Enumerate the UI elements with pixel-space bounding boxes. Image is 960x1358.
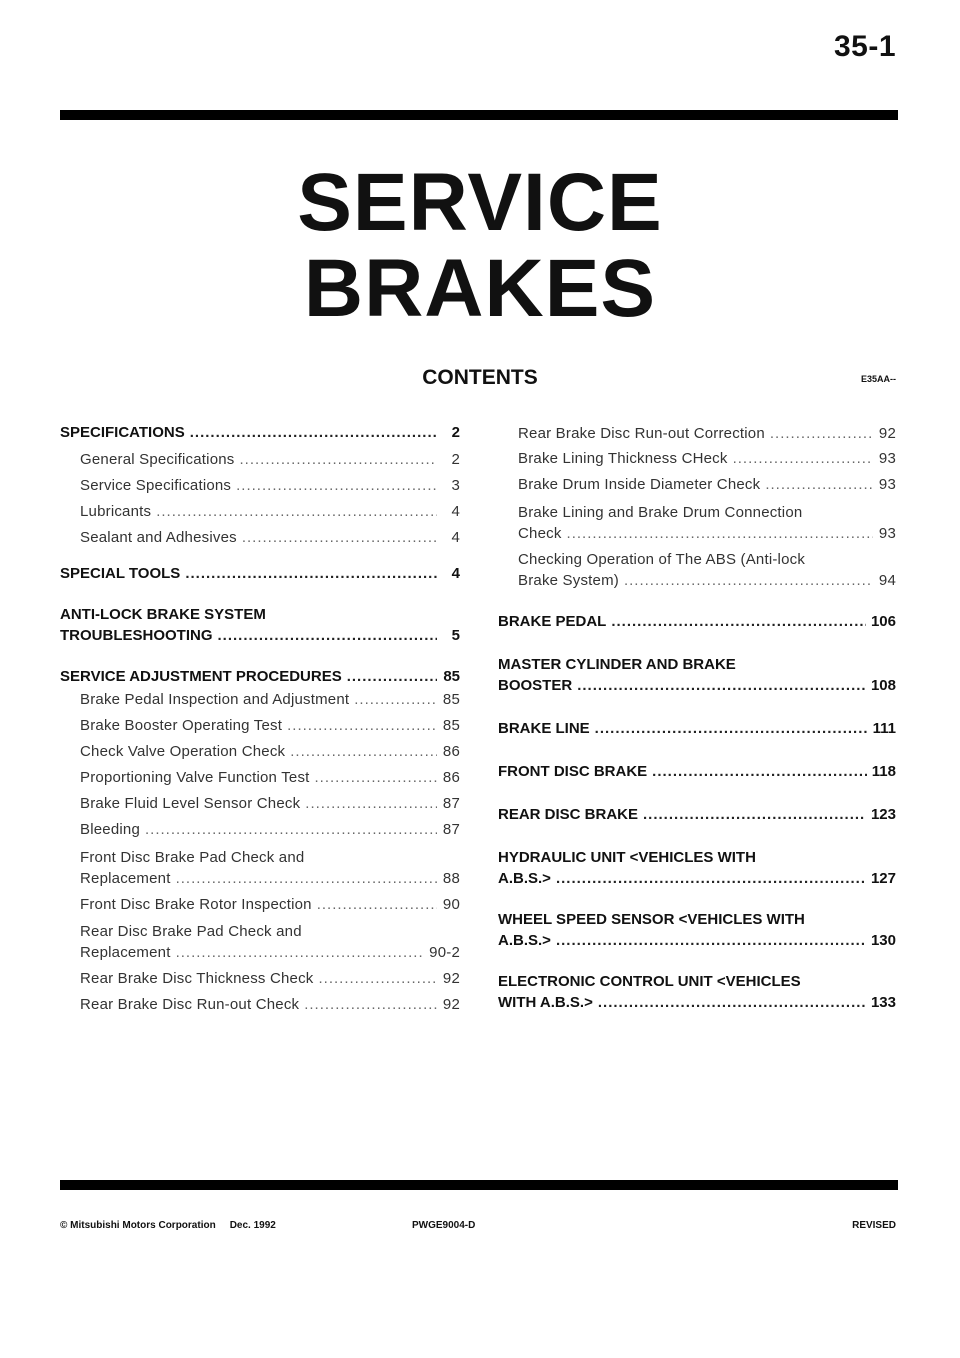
title-line-2: BRAKES (303, 243, 657, 334)
toc-entry[interactable]: WHEEL SPEED SENSOR <VEHICLES WITH A.B.S.> ..... 130 (498, 909, 896, 951)
toc-sub-entry[interactable]: Rear Brake Disc Run-out Check ..... 92 (60, 992, 460, 1018)
toc-entry[interactable]: FRONT DISC BRAKE ..... 118 (498, 761, 896, 782)
toc-right-column (498, 422, 896, 1013)
title-line-1: SERVICE (297, 157, 663, 248)
toc-entry[interactable]: HYDRAULIC UNIT <VEHICLES WITH A.B.S.> ..... 127 (498, 847, 896, 889)
toc-entry[interactable]: ANTI-LOCK BRAKE SYSTEM TROUBLESHOOTING ..... 5 (60, 604, 460, 646)
toc-entry[interactable]: SPECIFICATIONS ..... 2 (60, 422, 460, 443)
toc-sub-entry[interactable]: Proportioning Valve Function Test ..... 86 (60, 765, 460, 791)
toc-sub-entry[interactable]: Rear Brake Disc Thickness Check ..... 92 (60, 966, 460, 992)
contents-heading: CONTENTS (422, 366, 538, 389)
toc-entry[interactable]: BRAKE PEDAL ..... 106 (498, 611, 896, 632)
toc-sub-entry[interactable]: Rear Brake Disc Run-out Correction ..... 92 (498, 422, 896, 446)
page-title (0, 157, 960, 334)
toc-entry[interactable]: MASTER CYLINDER AND BRAKE BOOSTER ..... 108 (498, 654, 896, 696)
publication-date: Dec. 1992 (229, 1220, 276, 1231)
document-code: PWGE9004-D (412, 1220, 476, 1231)
toc-sub-entry[interactable]: Brake Drum Inside Diameter Check ..... 93 (498, 472, 896, 498)
toc-entry[interactable]: SPECIAL TOOLS ..... 4 (60, 563, 460, 584)
toc-sub-entry[interactable]: Checking Operation of The ABS (Anti-lock Brake System) ..... 94 (498, 549, 896, 591)
toc-sub-entry[interactable]: Rear Disc Brake Pad Check and Replacement ..... 90-2 (60, 921, 460, 963)
section-code: E35AA-- (860, 374, 896, 384)
toc-sub-entry[interactable]: Sealant and Adhesives ..... 4 (60, 525, 460, 551)
toc-entry[interactable]: ELECTRONIC CONTROL UNIT <VEHICLES WITH A.B.S.> ..... 133 (498, 971, 896, 1013)
toc-sub-entry[interactable]: Front Disc Brake Pad Check and Replacement ..... 88 (60, 847, 460, 889)
toc-entry[interactable]: SERVICE ADJUSTMENT PROCEDURES ..... 85 (60, 666, 460, 687)
toc-sub-entry[interactable]: Brake Booster Operating Test ..... 85 (60, 713, 460, 739)
toc-sub-entry[interactable]: General Specifications ..... 2 (60, 447, 460, 473)
toc-sub-entry[interactable]: Brake Lining and Brake Drum Connection Check ..... 93 (498, 502, 896, 544)
toc-sub-entry[interactable]: Brake Pedal Inspection and Adjustment ..... 85 (60, 687, 460, 713)
page-number: 35-1 (833, 30, 896, 63)
toc-sub-entry[interactable]: Lubricants ..... 4 (60, 499, 460, 525)
toc-sub-entry[interactable]: Check Valve Operation Check ..... 86 (60, 739, 460, 765)
footer-copyright (60, 1220, 276, 1231)
copyright-text: © Mitsubishi Motors Corporation (60, 1220, 216, 1231)
top-rule (60, 110, 898, 120)
toc-sub-entry[interactable]: Service Specifications ..... 3 (60, 473, 460, 499)
toc-sub-entry[interactable]: Bleeding ..... 87 (60, 817, 460, 843)
toc-sub-entry[interactable]: Brake Fluid Level Sensor Check ..... 87 (60, 791, 460, 817)
toc-entry[interactable]: REAR DISC BRAKE ..... 123 (498, 804, 896, 825)
bottom-rule (60, 1180, 898, 1190)
toc-entry[interactable]: BRAKE LINE ..... 111 (498, 718, 896, 739)
revision-status: REVISED (852, 1220, 896, 1231)
toc-sub-entry[interactable]: Brake Lining Thickness CHeck ..... 93 (498, 446, 896, 472)
toc-sub-entry[interactable]: Front Disc Brake Rotor Inspection ..... 90 (60, 892, 460, 918)
toc-left-column (60, 422, 460, 1018)
